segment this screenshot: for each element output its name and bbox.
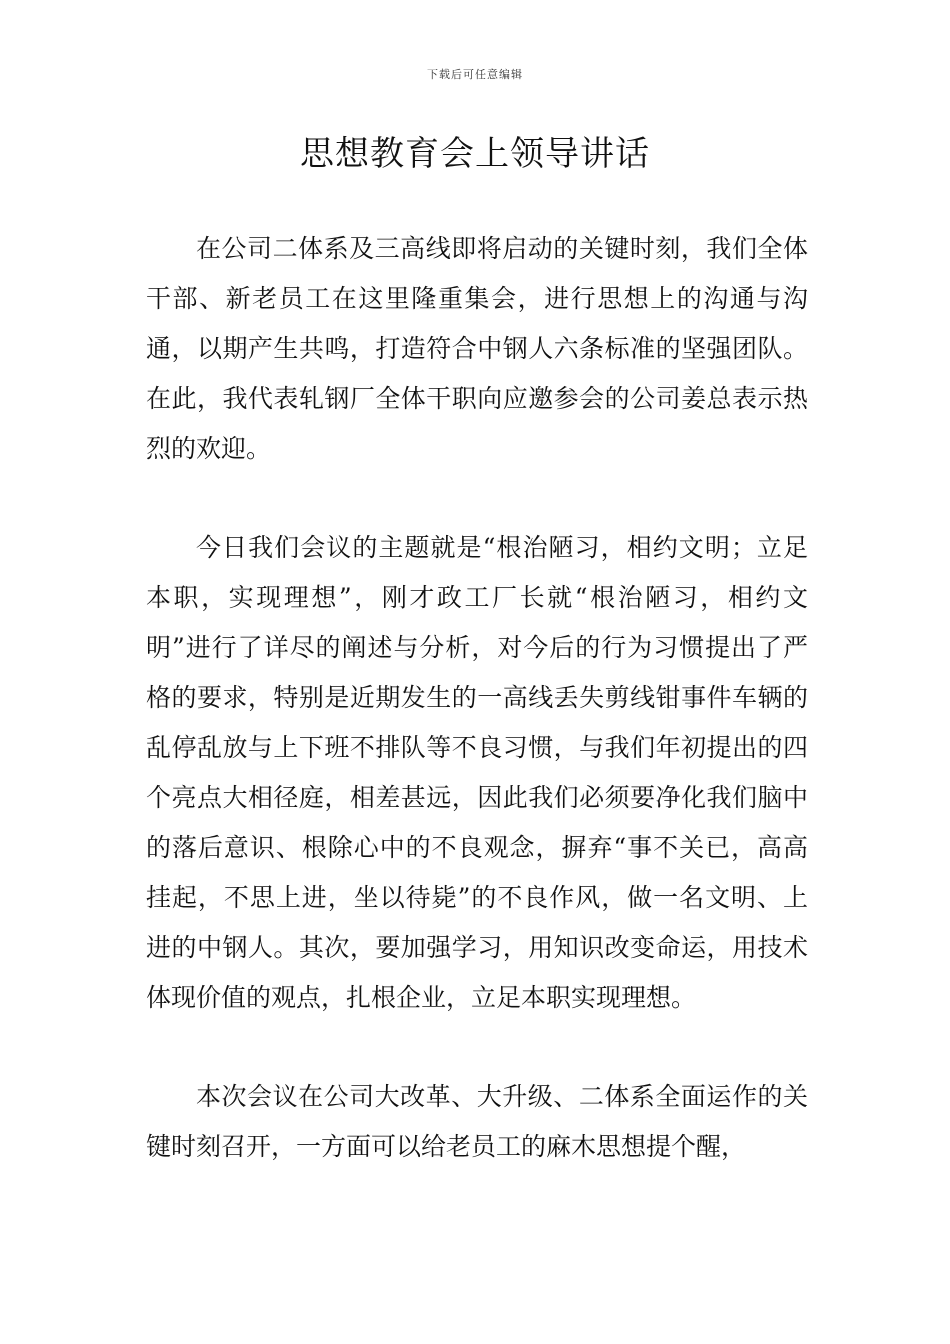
paragraph-3: 本次会议在公司大改革、大升级、二体系全面运作的关键时刻召开，一方面可以给老员工的麻木思想提个醒， — [146, 1082, 808, 1161]
document-body — [146, 224, 808, 1221]
header-note: 下载后可任意编辑 — [427, 68, 523, 81]
document-title: 思想教育会上领导讲话 — [300, 134, 650, 174]
paragraph-2: 今日我们会议的主题就是“根治陋习，相约文明；立足本职，实现理想”，刚才政工厂长就“根治陋习，相约文明”进行了详尽的阐述与分析，对今后的行为习惯提出了严格的要求，特别是近期发生的一高线丢失剪线钳事件车辆的乱停乱放与上下班不排队等不良习惯，与我们年初提出的四个亮点大相径庭，相差甚远，因此我们必须要净化我们脑中的落后意识、根除心中的不良观念，摒弃“事不关已，高高挂起，不思上进，坐以待毙”的不良作风，做一名文明、上进的中钢人。其次，要加强学习，用知识改变命运，用技术体现价值的观点，扎根企业，立足本职实现理想。 — [146, 533, 808, 1012]
paragraph-1: 在公司二体系及三高线即将启动的关键时刻，我们全体干部、新老员工在这里隆重集会，进行思想上的沟通与沟通，以期产生共鸣，打造符合中钢人六条标准的坚强团队。在此，我代表轧钢厂全体干职向应邀参会的公司姜总表示热烈的欢迎。 — [146, 234, 808, 463]
